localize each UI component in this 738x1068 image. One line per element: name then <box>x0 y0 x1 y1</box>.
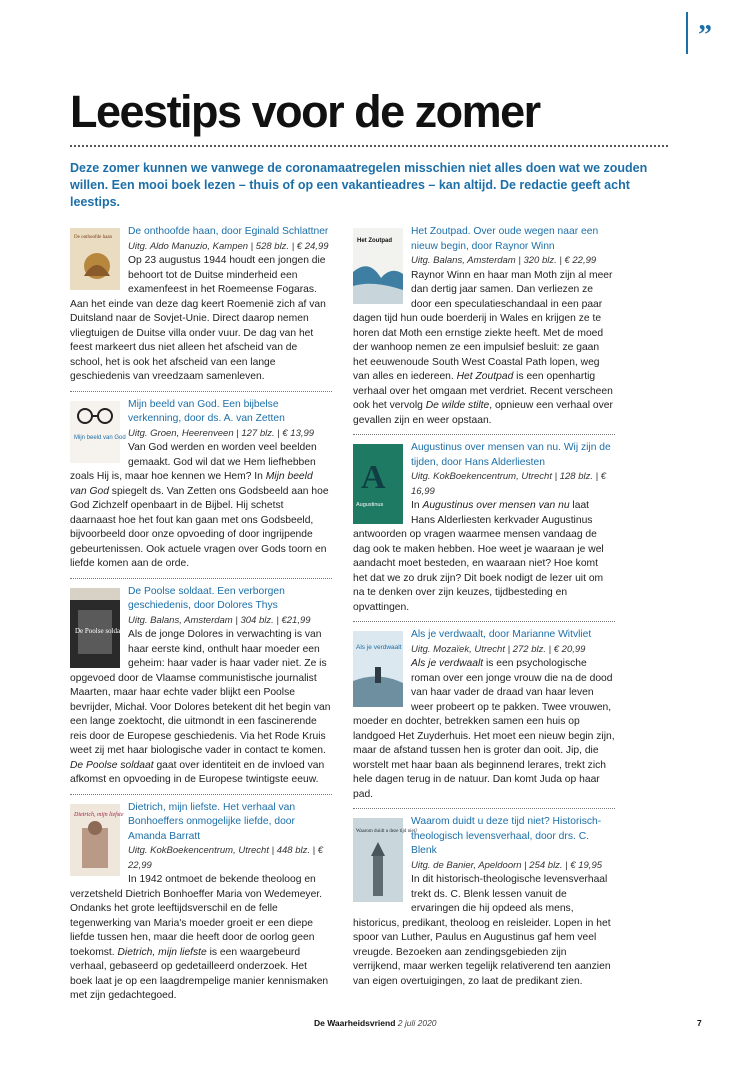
book-cover-image <box>353 444 403 524</box>
page-title: Leestips voor de zomer <box>70 86 540 137</box>
book-cover-image <box>70 588 126 668</box>
publication-date: 2 juli 2020 <box>397 1018 437 1028</box>
footer <box>314 1018 437 1028</box>
book-publisher: Uitg. Groen, Heerenveen | 127 blz. | € 13,99 <box>128 427 315 439</box>
book-publisher: Uitg. de Banier, Apeldoorn | 254 blz. | € 19,95 <box>411 859 603 871</box>
divider <box>70 391 332 392</box>
book-publisher: Uitg. Balans, Amsterdam | 320 blz. | € 22,99 <box>411 255 597 266</box>
book-publisher: Uitg. KokBoekencentrum, Utrecht | 128 blz. | € 16,99 <box>411 471 607 497</box>
book-title: De Poolse soldaat. Een verborgen geschiedenis, door Dolores Thys <box>128 585 285 611</box>
cover-title: De Poolse soldaat <box>75 626 126 635</box>
divider <box>70 578 332 579</box>
title-divider <box>70 145 668 147</box>
book-publisher: Uitg. Mozaïek, Utrecht | 272 blz. | € 20,99 <box>411 643 586 655</box>
left-column <box>70 225 332 1004</box>
book-description: In dit historisch-theologische levensverhaal trekt ds. C. Blenk lessen vanuit de ervaringen die hij opdeed als mens, historicus, predikant, theoloog en reisleider. Lopen in het spoor van Luther, Paulus en Augustinus gaf hem veel vreugde. Bezoeken aan zendingsgebieden zijn verrijkend, maar werken tegelijk relativerend ten aanzien van eigen overtuigingen, zo laat de predikant zien. <box>353 874 611 987</box>
book-description: Van God werden en worden veel beelden gemaakt. God wil dat we Hem liefhebben zoals Hij is, maar hoe kennen we Hem? In Mijn beeld van God spiegelt ds. Van Zetten ons Godsbeeld aan hoe God Zichzelf openbaart in de Bijbel. Hij schetst daarnaast hoe het fout kan gaan met ons Godsbeeld, bijvoorbeeld door onze opvoeding of door ingrijpende gebeurtenissen. Ook actuele vragen over Gods toorn en liefde komen aan de orde. <box>70 442 329 569</box>
book-entry <box>353 441 615 615</box>
publication-name: De Waarheidsvriend <box>314 1018 396 1028</box>
book-description: In Augustinus over mensen van nu laat Hans Alderliesten kerkvader Augustinus antwoorden op vragen waarmee mensen vandaag de dag ook te maken hebben. Hoe weet je waaraan je wel aandacht moet besteden, en waaraan niet? Hoe komt het dat we zo druk zijn? Dit boek nodigt de lezer uit om na te denken over zijn keuzes, tijdbesteding en opvattingen. <box>353 500 604 613</box>
book-publisher: Uitg. KokBoekencentrum, Utrecht | 448 blz. | € 22,99 <box>128 845 324 871</box>
cover-title: Augustinus <box>356 502 384 508</box>
book-description: Als de jonge Dolores in verwachting is van haar eerste kind, onthult haar moeder een geheim: haar vader is haar vader niet. Ze is opgevoed door de Vlaamse communistische journalist Maarten, maar haar echte vader blijkt een Poolse bevrijder, Michał. Voor Dolores betekent dit het begin van een lange zoektocht, die uitmondt in een fascinerende reis door de Europese geschiedenis. Via het Rode Kruis weet zij met haar biologische vader in contact te komen. De Poolse soldaat gaat over identiteit en de invloed van afkomst en opvoeding in de Europese twintigste eeuw. <box>70 629 331 785</box>
book-cover-image <box>70 401 126 463</box>
book-entry <box>70 225 332 385</box>
cover-title: Mijn beeld van God <box>74 434 126 441</box>
book-cover-image <box>70 228 120 290</box>
book-entry <box>353 815 615 989</box>
quote-mark-icon: ” <box>698 20 712 51</box>
cover-title: Dietrich, mijn liefste <box>74 811 124 818</box>
book-description: Op 23 augustus 1944 houdt een jongen die behoort tot de Duitse minderheid een examenfeest in het Roemeense Fogaras. Aan het einde van deze dag keert Roemenië zich af van Duitsland naar de Sovjet-Unie. Direct daarop nemen vliegtuigen de Duitse villa onder vuur. De dag van het feest markeert dus niet alleen het afscheid van de school, het is ook het afscheid van een lange geschiedenis van vreedzaam samenleven. <box>70 255 326 382</box>
book-cover-image <box>353 631 403 707</box>
book-entry <box>70 585 332 788</box>
book-description: Raynor Winn en haar man Moth zijn al meer dan dertig jaar samen. Dan verliezen ze door een speculatieschandaal in een paar dagen tijd hun oude boerderij in Wales en krijgen ze te horen dat Moth een ernstige ziekte heeft. Met de moed der wanhoop nemen ze een impulsief besluit: ze gaan het eeuwenoude South West Coastal Path lopen, weg van alles en iedereen. Het Zoutpad is een openhartig verhaal over het omgaan met verdriet. Recent verscheen ook het vervolg De wilde stilte, opnieuw een verhaal over gevallen zijn en weer opstaan. <box>353 269 613 426</box>
book-entry <box>353 628 615 802</box>
book-entry <box>70 801 332 1004</box>
page-number: 7 <box>697 1018 702 1028</box>
book-entry <box>353 225 615 428</box>
book-cover-image <box>353 228 403 304</box>
cover-title: De onthoofde haan <box>74 235 113 240</box>
book-title: Als je verdwaalt, door Marianne Witvliet <box>411 629 592 640</box>
book-description: Als je verdwaalt is een psychologische roman over een jonge vrouw die na de dood van haar vader de draad van haar leven weer probeert op te pakken. Twee vrouwen, moeder en dochter, betrekken samen een huis op landgoed Het Zuyderhuis. Het moet een nieuw begin zijn, maar de afstand tussen hen is groter dan ooit. Jip, die worstelt met haar baan als beginnend lerares, trekt zich hele dagen terug in de natuur. Dan komt Juda op haar pad. <box>353 658 615 800</box>
book-entry <box>70 398 332 572</box>
intro-text: Deze zomer kunnen we vanwege de coronamaatregelen misschien niet alles doen wat we zouden willen. Een mooi boek lezen – thuis of op een vakantieadres – kan altijd. De redactie geeft acht leestips. <box>70 161 648 209</box>
book-description: In 1942 ontmoet de bekende theoloog en verzetsheld Dietrich Bonhoeffer Maria von Wedemeyer. Ondanks het grote leeftijdsverschil en de felle tegenwerking van Maria's moeder groeit er een diepe liefde tussen hen, maar die heeft door de oorlog geen toekomst. Dietrich, mijn liefste is een waargebeurd verhaal, gebaseerd op gedetailleerd onderzoek. Het boek laat je op een laagdrempelige manier kennismaken met zijn gedachtegoed. <box>70 874 329 1001</box>
book-title: Augustinus over mensen van nu. Wij zijn de tijden, door Hans Alderliesten <box>411 442 611 468</box>
book-title: Het Zoutpad. Over oude wegen naar een nieuw begin, door Raynor Winn <box>411 226 599 252</box>
divider <box>353 808 615 809</box>
right-column <box>353 225 615 989</box>
book-cover-image <box>70 804 124 876</box>
book-publisher: Uitg. Aldo Manuzio, Kampen | 528 blz. | € 24,99 <box>128 240 329 252</box>
divider <box>353 621 615 622</box>
book-title: Waarom duidt u deze tijd niet? Historisch-theologisch levensverhaal, door drs. C. Blenk <box>411 816 602 856</box>
divider <box>353 434 615 435</box>
accent-bar <box>686 12 688 54</box>
book-title: Mijn beeld van God. Een bijbelse verkenning, door ds. A. van Zetten <box>128 398 285 424</box>
book-title: De onthoofde haan, door Eginald Schlattner <box>128 226 329 237</box>
book-title: Dietrich, mijn liefste. Het verhaal van Bonhoeffers onmogelijke liefde, door Amanda Barratt <box>128 801 296 842</box>
book-publisher: Uitg. Balans, Amsterdam | 304 blz. | €21,99 <box>128 614 311 626</box>
cover-title: Waarom duidt u deze tijd niet? <box>356 829 418 834</box>
cover-title: Als je verdwaalt <box>356 644 402 651</box>
divider <box>70 794 332 795</box>
svg-text:A: A <box>361 459 386 496</box>
cover-title: Het Zoutpad <box>357 238 392 244</box>
book-cover-image <box>353 818 418 902</box>
